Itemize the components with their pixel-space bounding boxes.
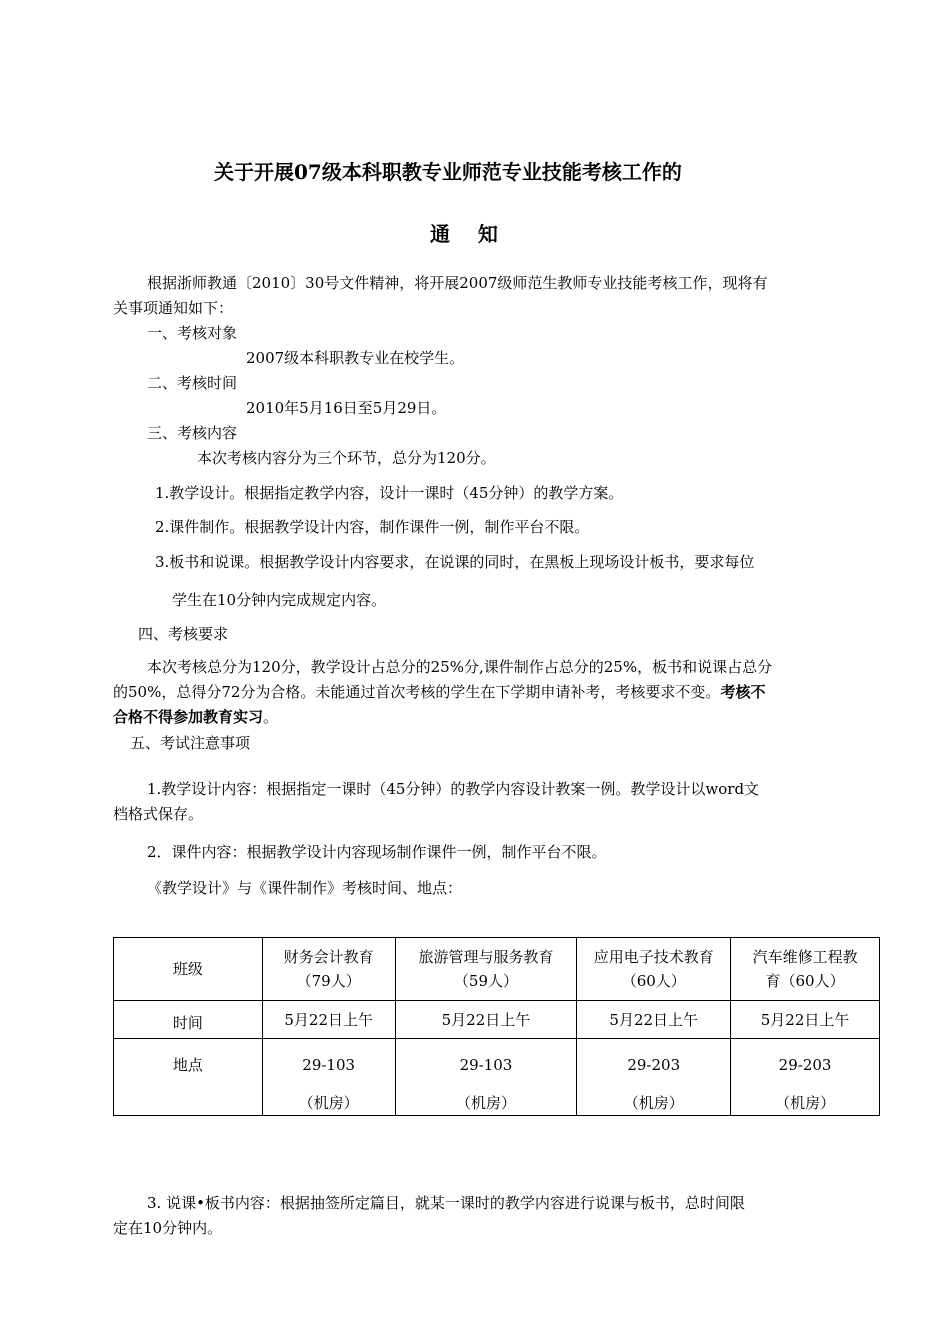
time-cell: 5月22日上午 [731, 1001, 880, 1039]
section-4-emphasis-start: 考核不 [720, 683, 766, 701]
location-cell [262, 1039, 395, 1116]
class-cell [395, 938, 577, 1001]
table-row-location [114, 1039, 880, 1116]
section-2-body: 2010年5月16日至5月29日。 [246, 399, 447, 417]
class-name: 汽车维修工程教 [752, 948, 858, 966]
document-title-notice: 通 知 [430, 222, 498, 246]
section-3-heading: 三、考核内容 [147, 424, 238, 442]
section-4-line-2 [113, 683, 765, 701]
room-type: （机房） [455, 1094, 516, 1112]
section-5-item-2: 2．课件内容：根据教学设计内容现场制作课件一例，制作平台不限。 [147, 843, 607, 861]
table-caption: 《教学设计》与《课件制作》考核时间、地点： [147, 879, 463, 897]
class-cell [577, 938, 731, 1001]
section-3-item-3-cont: 学生在10分钟内完成规定内容。 [172, 591, 387, 609]
intro-line-2: 关事项通知如下： [113, 299, 234, 317]
room: 29-103 [302, 1056, 356, 1074]
room: 29-203 [778, 1056, 832, 1074]
section-4-line-3 [113, 708, 278, 726]
class-name: 财务会计教育 [283, 948, 374, 966]
class-cell [262, 938, 395, 1001]
room: 29-103 [459, 1056, 513, 1074]
location-cell [577, 1039, 731, 1116]
section-3-summary: 本次考核内容分为三个环节，总分为120分。 [197, 449, 496, 467]
location-cell [395, 1039, 577, 1116]
section-4-heading: 四、考核要求 [138, 625, 229, 643]
class-name-cont: 育（60人） [765, 972, 845, 990]
class-cell [731, 938, 880, 1001]
room-type: （机房） [298, 1094, 359, 1112]
section-4-line-1: 本次考核总分为120分，教学设计占总分的25%分,课件制作占总分的25%，板书和说课占总分 [147, 658, 773, 676]
section-5-item-3-line-1: 3. 说课•板书内容：根据抽签所定篇目，就某一课时的教学内容进行说课与板书，总时间限 [147, 1194, 745, 1212]
table-row-class [114, 938, 880, 1001]
schedule-table [113, 937, 880, 1116]
row-label-time: 时间 [114, 1001, 263, 1039]
section-4-line-2-text: 的50%，总得分72分为合格。未能通过首次考核的学生在下学期申请补考，考核要求不变。 [113, 683, 721, 701]
document-title: 关于开展07级本科职教专业师范专业技能考核工作的 [214, 160, 682, 184]
section-2-heading: 二、考核时间 [147, 374, 238, 392]
class-name: 旅游管理与服务教育 [418, 948, 554, 966]
section-4-emphasis: 合格不得参加教育实习 [113, 708, 264, 726]
section-5-heading: 五、考试注意事项 [130, 734, 251, 752]
time-cell: 5月22日上午 [262, 1001, 395, 1039]
section-5-item-1-line-2: 档格式保存。 [113, 805, 204, 823]
row-label-location: 地点 [114, 1039, 263, 1116]
room-type: （机房） [775, 1094, 836, 1112]
class-count: （59人） [453, 972, 519, 990]
section-5-item-3-line-2: 定在10分钟内。 [113, 1219, 223, 1237]
class-name: 应用电子技术教育 [593, 948, 714, 966]
class-count: （60人） [621, 972, 686, 990]
class-count: （79人） [296, 972, 361, 990]
section-4-period: 。 [263, 708, 279, 726]
table-row-time [114, 1001, 880, 1039]
section-1-heading: 一、考核对象 [147, 324, 238, 342]
time-cell: 5月22日上午 [577, 1001, 731, 1039]
section-3-item-2: 2.课件制作。根据教学设计内容，制作课件一例，制作平台不限。 [155, 518, 590, 536]
section-3-item-1: 1.教学设计。根据指定教学内容，设计一课时（45分钟）的教学方案。 [155, 484, 624, 502]
section-3-item-3: 3.板书和说课。根据教学设计内容要求，在说课的同时，在黑板上现场设计板书，要求每位 [155, 553, 755, 571]
intro-line-1: 根据浙师教通〔2010〕30号文件精神，将开展2007级师范生教师专业技能考核工作，现将有 [147, 274, 768, 292]
room-type: （机房） [623, 1094, 684, 1112]
section-1-body: 2007级本科职教专业在校学生。 [246, 349, 465, 367]
room: 29-203 [627, 1056, 681, 1074]
row-label-class: 班级 [114, 938, 263, 1001]
location-cell [731, 1039, 880, 1116]
section-5-item-1-line-1: 1.教学设计内容：根据指定一课时（45分钟）的教学内容设计教案一例。教学设计以word文 [147, 780, 760, 798]
time-cell: 5月22日上午 [395, 1001, 577, 1039]
